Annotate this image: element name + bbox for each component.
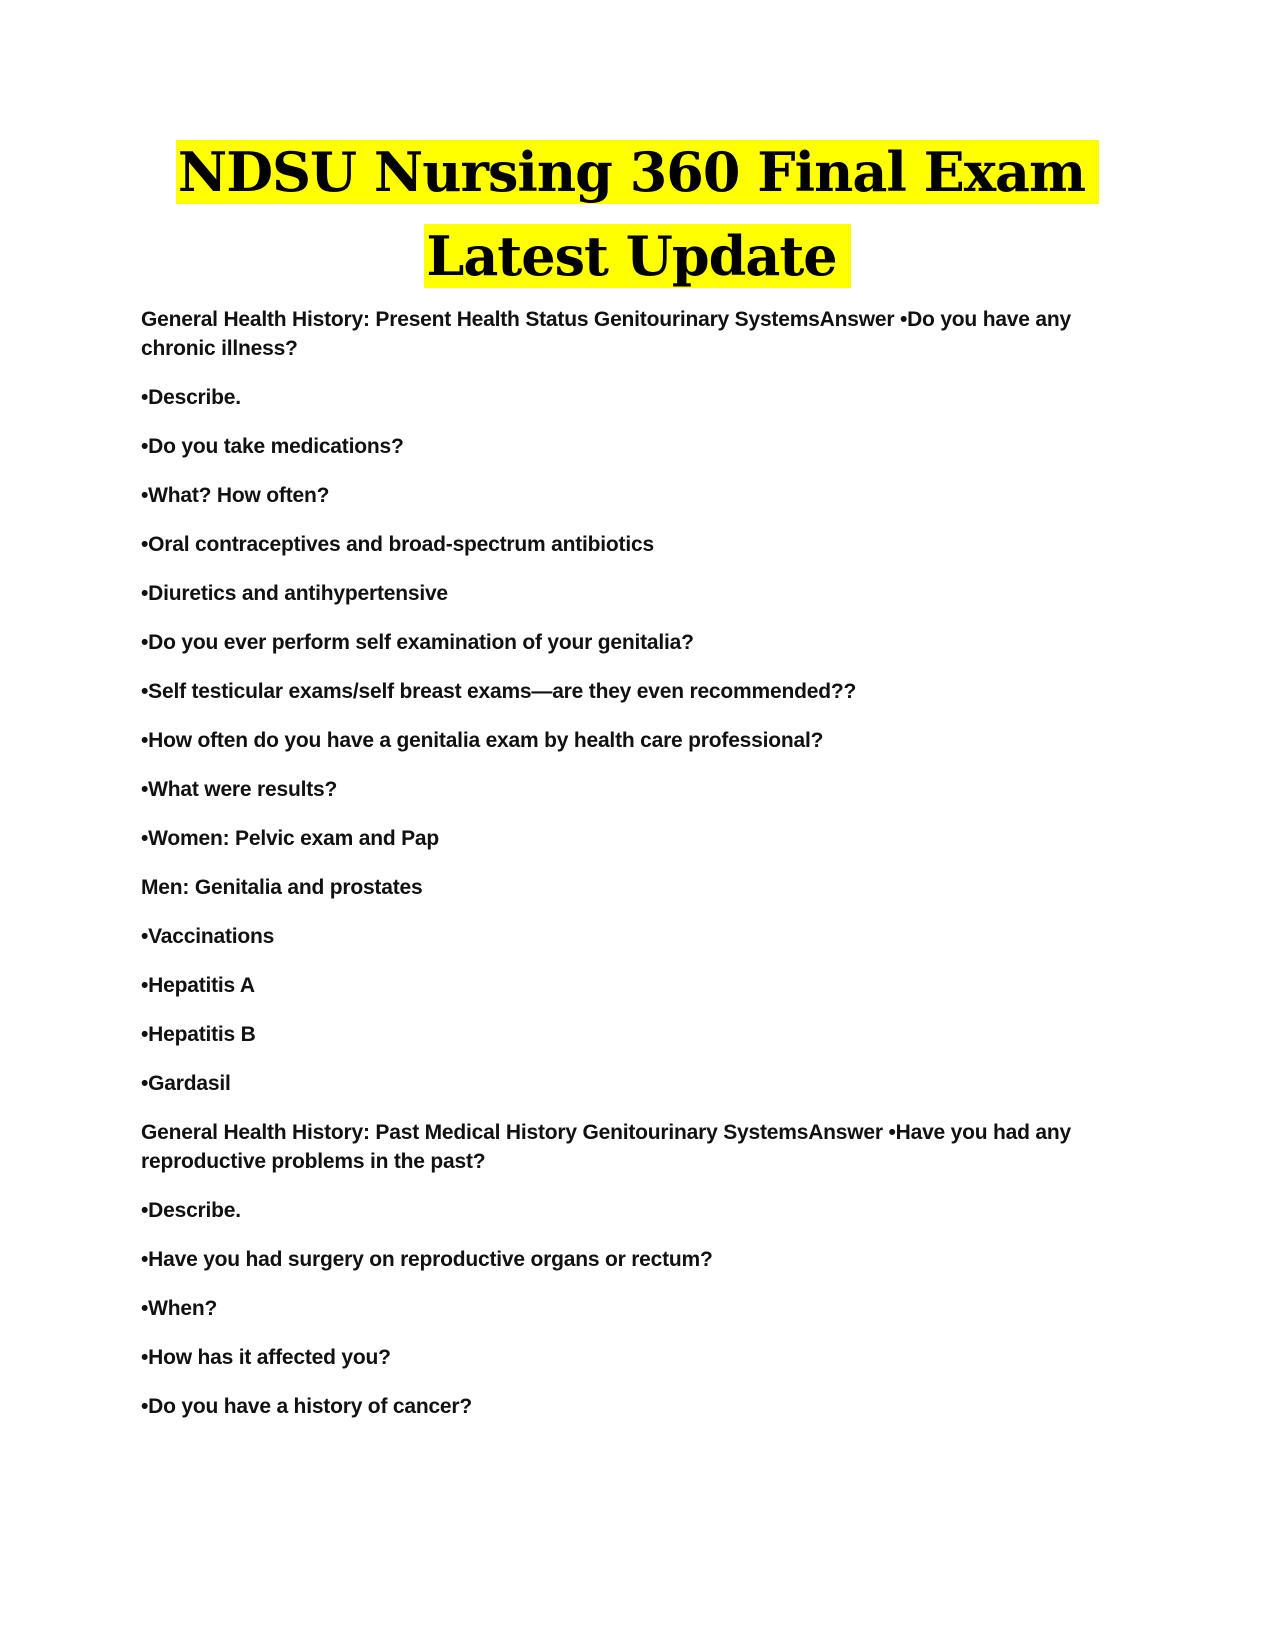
bullet-item: •Do you ever perform self examination of your genitalia? xyxy=(141,631,694,654)
section-heading-paragraph: General Health History: Past Medical History Genitourinary SystemsAnswer •Have you had any reproductive problems in the past? xyxy=(141,1121,1071,1173)
document-body xyxy=(141,305,1116,1441)
title-line-1: NDSU Nursing 360 Final Exam xyxy=(176,140,1099,204)
bullet-item: •How has it affected you? xyxy=(141,1346,391,1369)
bullet-item: •What? How often? xyxy=(141,484,330,507)
bullet-item: •Do you have a history of cancer? xyxy=(141,1395,473,1418)
bullet-item: •Hepatitis A xyxy=(141,974,255,997)
bullet-item: •Describe. xyxy=(141,1199,241,1222)
bullet-item: •What were results? xyxy=(141,778,338,801)
bullet-item: •Hepatitis B xyxy=(141,1023,256,1046)
bullet-item: •When? xyxy=(141,1297,218,1320)
bullet-item: •Have you had surgery on reproductive organs or rectum? xyxy=(141,1248,713,1271)
bullet-item: •How often do you have a genitalia exam by health care professional? xyxy=(141,729,824,752)
bullet-item: •Self testicular exams/self breast exams—are they even recommended?? xyxy=(141,680,857,703)
document-title xyxy=(0,140,1275,298)
bullet-item: •Oral contraceptives and broad-spectrum antibiotics xyxy=(141,533,654,556)
bullet-item: •Describe. xyxy=(141,386,241,409)
bullet-item: •Do you take medications? xyxy=(141,435,404,458)
bullet-item: •Gardasil xyxy=(141,1072,231,1095)
bullet-item: Men: Genitalia and prostates xyxy=(141,876,423,899)
bullet-item: •Diuretics and antihypertensive xyxy=(141,582,448,605)
bullet-item: •Vaccinations xyxy=(141,925,275,948)
section-heading-paragraph: General Health History: Present Health Status Genitourinary SystemsAnswer •Do you have any chronic illness? xyxy=(141,308,1071,360)
bullet-item: •Women: Pelvic exam and Pap xyxy=(141,827,440,850)
title-line-2: Latest Update xyxy=(424,224,850,288)
